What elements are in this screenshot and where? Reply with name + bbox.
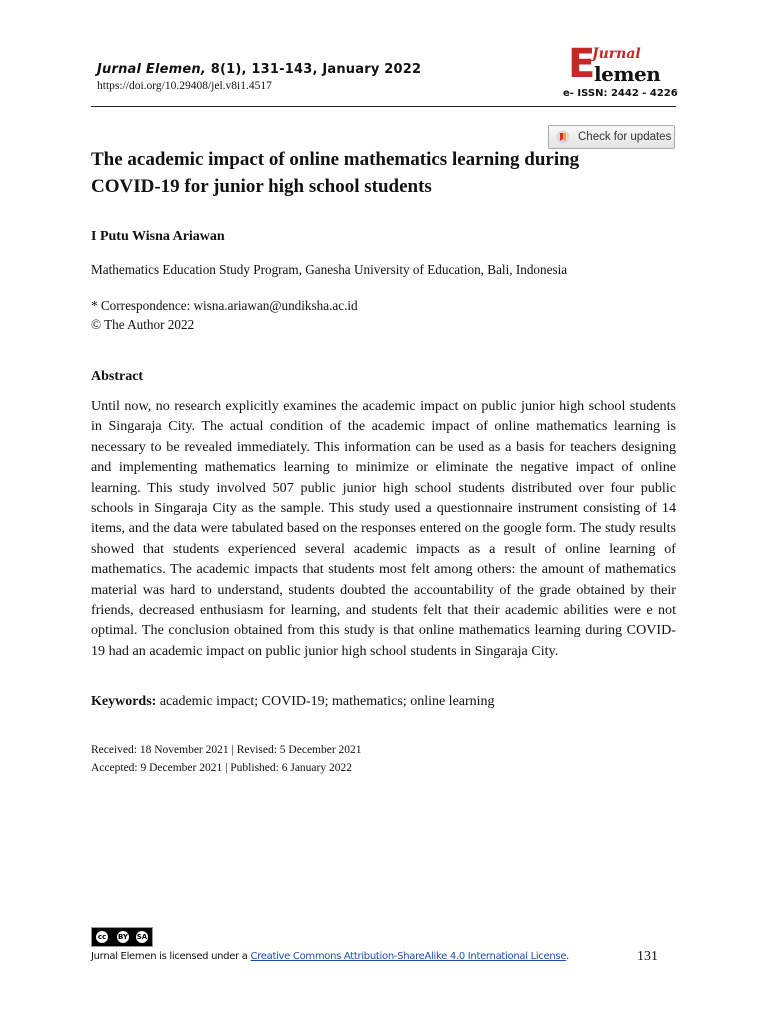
license-suffix: . — [566, 951, 570, 962]
header-divider — [91, 106, 676, 107]
doi-link[interactable]: https://doi.org/10.29408/jel.v8i1.4517 — [97, 80, 272, 92]
journal-name: Jurnal Elemen, — [97, 62, 207, 77]
abstract-text: Until now, no research explicitly examines the academic impact on public junior high school students in Singaraja City. The actual condition of the academic impact of online mathematics learning is necessary to be revealed immediately. This information can be used as a basis for teachers designing and implementing mathematics learning to minimize or eliminate the negative impact of online learning. This study involved 507 public junior high school students distributed over four public schools in Singaraja City as the sample. This study used a questionnaire instrument consisting of 14 items, and the data were tabulated based on the responses entered on the google form. The study results showed that students experienced several academic impacts as a result of online learning of mathematics. The academic impacts that students most felt among others: the amount of mathematics material was hard to understand, students doubted the accountability of the grade obtained by their friends, decreased enthusiasm for learning, and students felt that their academic abilities were e not optimal. The conclusion obtained from this study is that online mathematics learning during COVID-19 had an academic impact on public junior high school students in Singaraja City. — [91, 398, 676, 659]
keywords — [91, 694, 495, 710]
journal-citation — [97, 62, 421, 77]
abstract-heading: Abstract — [91, 369, 144, 384]
copyright-notice: © The Author 2022 — [91, 317, 195, 332]
logo-top-word: Jurnal — [592, 46, 641, 62]
cc-icon: cc — [95, 930, 109, 944]
license-statement — [91, 951, 569, 962]
publication-dates — [91, 741, 362, 777]
license-link[interactable]: Creative Commons Attribution-ShareAlike 4.0 International License — [250, 951, 567, 962]
author-name: I Putu Wisna Ariawan — [91, 229, 225, 244]
check-for-updates-label: Check for updates — [578, 131, 672, 143]
crossmark-icon — [556, 130, 570, 144]
by-icon: BY — [116, 930, 130, 944]
keywords-list: academic impact; COVID-19; mathematics; online learning — [156, 694, 495, 709]
journal-logo — [568, 41, 661, 88]
volume-info: 8(1), 131-143, January 2022 — [206, 62, 422, 77]
article-title: The academic impact of online mathematics learning during COVID-19 for junior high school students — [91, 149, 580, 197]
correspondence-block — [91, 296, 358, 334]
sa-icon: SA — [135, 930, 149, 944]
license-prefix: Jurnal Elemen is licensed under a — [91, 951, 251, 962]
cc-license-badge[interactable] — [91, 927, 153, 947]
logo-main-word: lemen — [594, 62, 661, 86]
dates-accepted-published: Accepted: 9 December 2021 | Published: 6 January 2022 — [91, 762, 352, 774]
author-affiliation: Mathematics Education Study Program, Ganesha University of Education, Bali, Indonesia — [91, 262, 568, 277]
keywords-label: Keywords: — [91, 694, 157, 709]
correspondence-email[interactable]: * Correspondence: wisna.ariawan@undiksha.ac.id — [91, 298, 358, 313]
dates-received-revised: Received: 18 November 2021 | Revised: 5 December 2021 — [91, 744, 362, 756]
issn: e- ISSN: 2442 - 4226 — [563, 88, 678, 99]
logo-initial: E — [568, 41, 596, 87]
page-number: 131 — [637, 949, 658, 964]
